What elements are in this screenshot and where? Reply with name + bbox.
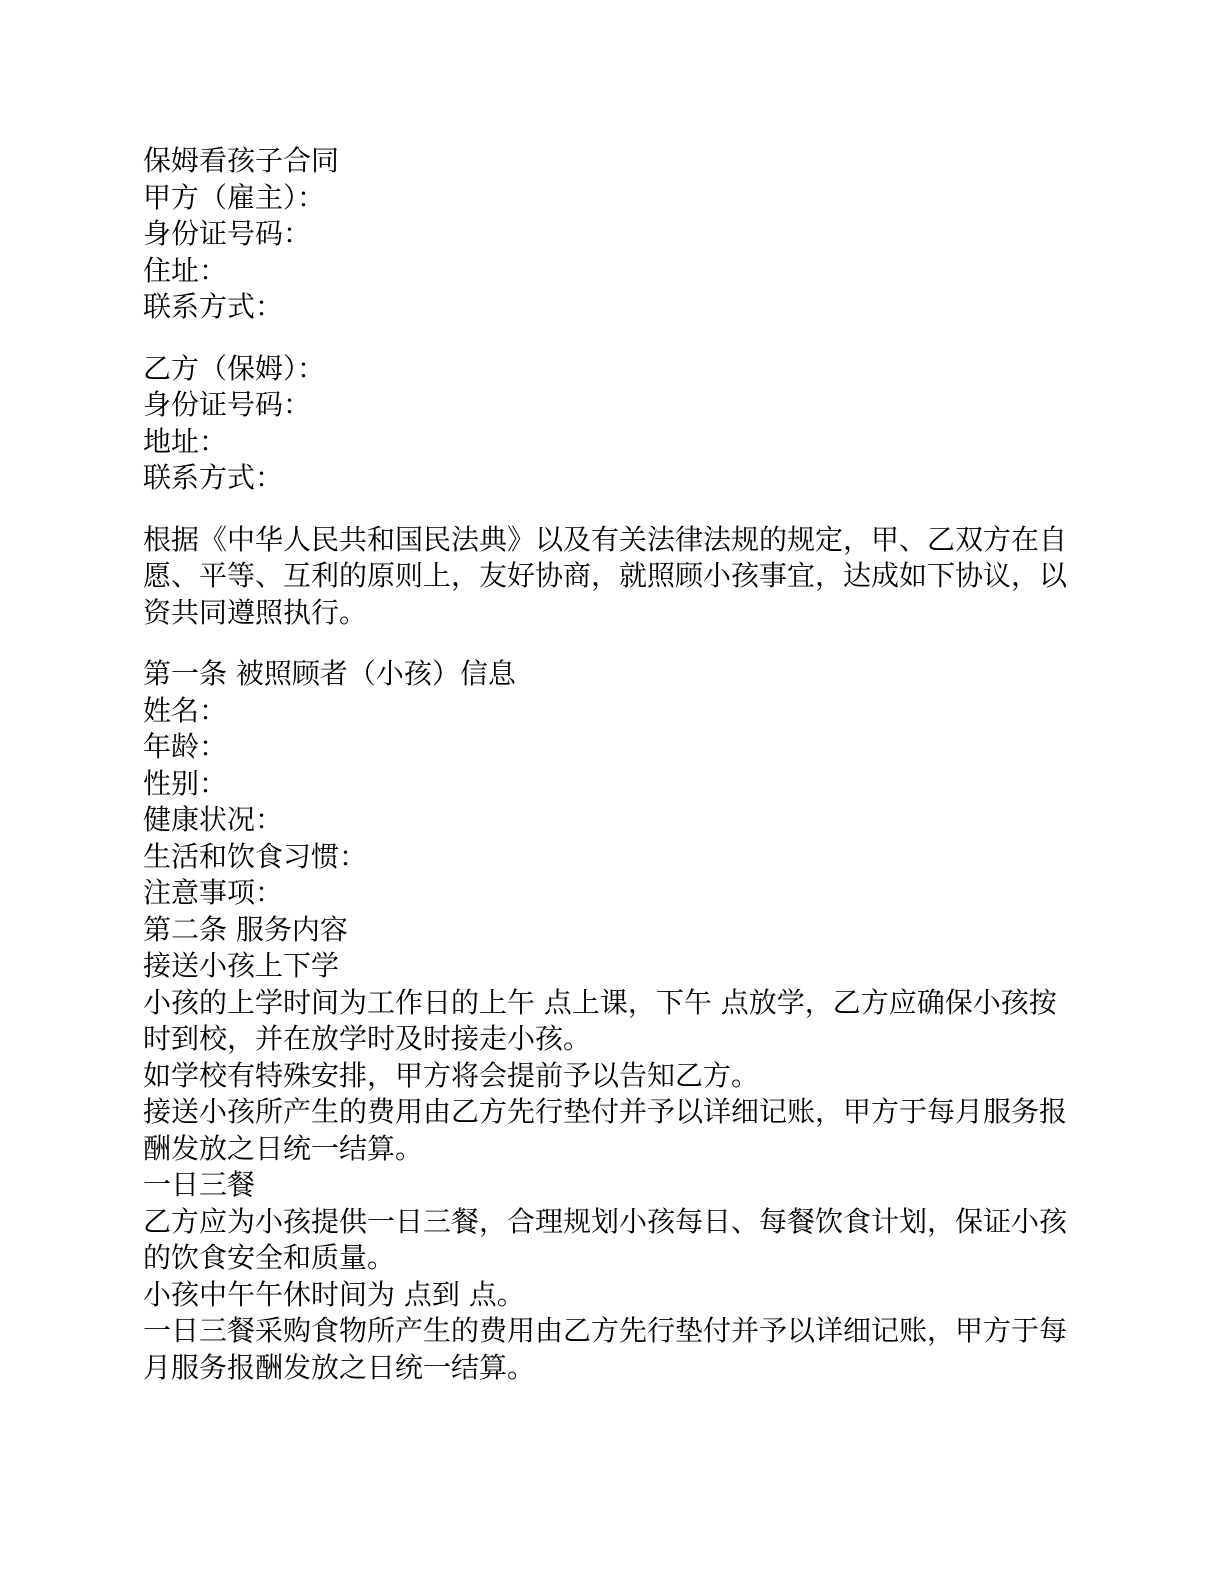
- party-b-section: [143, 351, 1078, 497]
- party-b-id-number-label: 身份证号码：: [143, 388, 312, 421]
- meals-paragraph-line: 乙方应为小孩提供一日三餐，合理规划小孩每日、每餐饮食计划，保证小孩: [143, 1204, 1068, 1238]
- article-1-section: [143, 656, 1078, 912]
- article-2-section: [143, 912, 1078, 1387]
- child-name-label: 姓名：: [143, 693, 228, 727]
- contract-page: [143, 143, 1078, 1386]
- party-a-section: [143, 180, 1078, 326]
- meals-paragraph-line: 的饮食安全和质量。: [143, 1241, 396, 1274]
- pickup-paragraph-line: 酬发放之日统一结算。: [143, 1131, 424, 1165]
- meals-paragraph-line: 月服务报酬发放之日统一结算。: [143, 1350, 536, 1384]
- document-title: 保姆看孩子合同: [143, 144, 340, 177]
- party-a-heading: 甲方（雇主）：: [143, 180, 326, 214]
- party-b-address-label: 地址：: [143, 424, 228, 458]
- pickup-paragraph-line: 时到校，并在放学时及时接走小孩。: [143, 1022, 592, 1055]
- party-a-address-label: 住址：: [143, 253, 228, 287]
- child-health-label: 健康状况：: [143, 803, 284, 836]
- pickup-paragraph-line: 接送小孩所产生的费用由乙方先行垫付并予以详细记账，甲方于每月服务报: [143, 1095, 1068, 1128]
- preamble-line: 根据《中华人民共和国民法典》以及有关法律法规的规定，甲、乙双方在自: [143, 522, 1068, 556]
- preamble-line: 资共同遵照执行。: [143, 595, 368, 629]
- article-1-heading: 第一条 被照顾者（小孩）信息: [143, 657, 516, 690]
- child-notes-label: 注意事项：: [143, 876, 284, 909]
- party-a-id-number-label: 身份证号码：: [143, 217, 312, 250]
- party-b-heading: 乙方（保姆）：: [143, 351, 326, 385]
- spacer: [143, 326, 1078, 351]
- meals-paragraph-line: 小孩中午午休时间为 点到 点。: [143, 1277, 525, 1311]
- child-age-label: 年龄：: [143, 730, 228, 763]
- pickup-subheading: 接送小孩上下学: [143, 949, 340, 982]
- preamble-paragraph: [143, 522, 1078, 632]
- pickup-paragraph-line: 小孩的上学时间为工作日的上午 点上课，下午 点放学，乙方应确保小孩按: [143, 985, 1057, 1019]
- meals-paragraph-line: 一日三餐采购食物所产生的费用由乙方先行垫付并予以详细记账，甲方于每: [143, 1314, 1068, 1347]
- meals-subheading: 一日三餐: [143, 1168, 256, 1201]
- spacer: [143, 631, 1078, 656]
- spacer: [143, 497, 1078, 522]
- child-habits-label: 生活和饮食习惯：: [143, 839, 368, 873]
- party-a-contact-label: 联系方式：: [143, 290, 284, 323]
- child-gender-label: 性别：: [143, 766, 228, 800]
- party-b-contact-label: 联系方式：: [143, 461, 284, 494]
- pickup-paragraph-line: 如学校有特殊安排，甲方将会提前予以告知乙方。: [143, 1058, 760, 1092]
- preamble-line: 愿、平等、互利的原则上，友好协商，就照顾小孩事宜，达成如下协议，以: [143, 559, 1068, 592]
- article-2-heading: 第二条 服务内容: [143, 912, 348, 946]
